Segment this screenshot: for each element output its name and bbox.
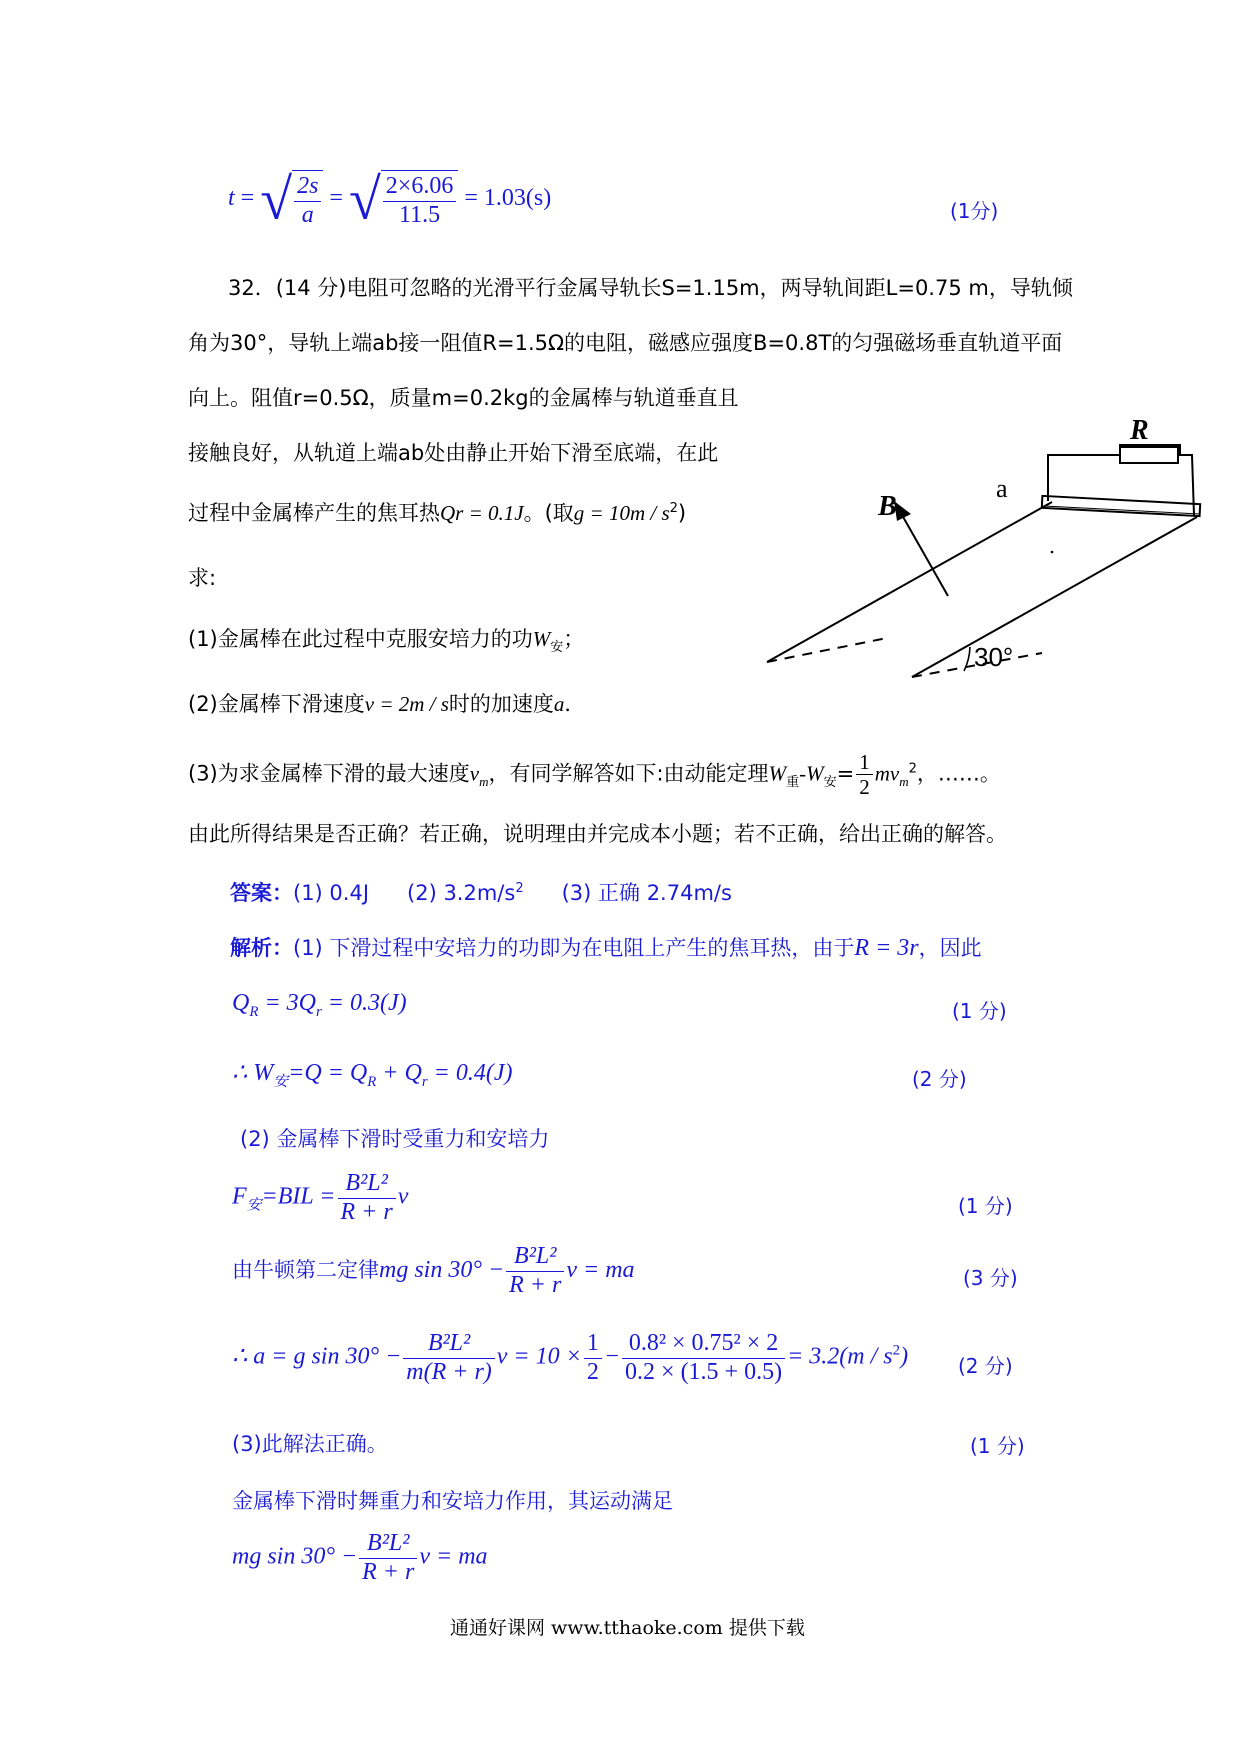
eq-qr-points: (1 分)	[952, 999, 1007, 1023]
label-B: B	[878, 491, 897, 522]
eq-newton: 由牛顿第二定律mg sin 30° − $\frac{\text{B²L²}}{R + r}$ v = ma	[232, 1243, 635, 1298]
eq-acceleration-points: (2 分)	[958, 1354, 1013, 1378]
problem-line-4: 接触良好，从轨道上端ab处由静止开始下滑至底端，在此	[188, 441, 719, 465]
right-rail	[912, 517, 1197, 677]
label-angle: 30°	[974, 642, 1014, 672]
problem-line-2: 角为30°，导轨上端ab接一阻值R=1.5Ω的电阻，磁感应强度B=0.8T的匀强磁场垂直轨道平面	[188, 331, 1063, 355]
eq-acceleration: ∴ a = g sin 30° − $\frac{\text{B²L²}}{m(R + r)}$ v = 10 × $\frac{1}{2}$ − $\frac{\text{0.8² × 0.75² × 2}}{0.2 \times (1.5 + 0.5)}$ = $3.2(m / s^2)$	[232, 1330, 909, 1385]
b-field-arrow	[902, 515, 948, 596]
top-eq-points: (1分)	[950, 199, 999, 223]
problem-line-6: 求:	[188, 566, 217, 590]
eq-f-an-points: (1 分)	[958, 1194, 1013, 1218]
incline-figure	[752, 415, 1222, 695]
footer-text: 通通好课网 www.tthaoke.com 提供下载	[450, 1617, 805, 1639]
part-3-text: (3)此解法正确。	[232, 1432, 388, 1456]
eq-motion: mg sin 30° − $\frac{\text{B²L²}}{R + r}$ v = ma	[232, 1530, 488, 1585]
eq-newton-points: (3 分)	[963, 1266, 1018, 1290]
problem-line-5: 过程中金属棒产生的焦耳热Qr = 0.1J。(取$g = 10m / s^2$)	[188, 501, 687, 525]
eq-w-an-points: (2 分)	[912, 1067, 967, 1091]
part-3-points: (1 分)	[970, 1434, 1025, 1458]
eq-f-an: $F_安=BIL$ = $\frac{\text{B²L²}}{R + r}$ v	[232, 1170, 409, 1225]
resistor	[1120, 447, 1178, 463]
problem-line-3: 向上。阻值r=0.5Ω，质量m=0.2kg的金属棒与轨道垂直且	[188, 386, 739, 410]
part-3-explanation: 金属棒下滑时舞重力和安培力作用，其运动满足	[232, 1489, 673, 1513]
part-2-text: (2) 金属棒下滑时受重力和安培力	[240, 1127, 550, 1151]
top-equation: t = √ $\frac{2s}{a}$ = √ $\frac{2\times 6.06}{11.5}$ = 1.03(s)	[228, 166, 552, 232]
analysis-line-1: 解析：(1) 下滑过程中安培力的功即为在电阻上产生的焦耳热，由于R = 3r，因此	[230, 935, 982, 961]
eq-qr: $Q_R = 3Q_r = 0.3(J)$	[232, 990, 407, 1020]
ground-dash-left	[767, 638, 887, 662]
problem-line-1: 32．(14 分)电阻可忽略的光滑平行金属导轨长S=1.15m，两导轨间距L=0.75 m，导轨倾	[228, 276, 1073, 300]
left-rail	[767, 502, 1052, 662]
label-a: a	[996, 474, 1008, 503]
eq-w-an: ∴ $W_安=Q = Q_R + Q_r = 0.4(J)$	[232, 1060, 513, 1090]
question-3: (3)为求金属棒下滑的最大速度$v_m$，有同学解答如下:由动能定理$W_重-W_安=$ $\frac{1}{2}$ $mv_m^2$，……。	[188, 750, 1001, 800]
problem-last-line: 由此所得结果是否正确？若正确，说明理由并完成本小题；若不正确，给出正确的解答。	[188, 822, 1007, 846]
answer-line: 答案：(1) 0.4J (2) $3.2m/s^2$ (3) 正确 2.74m/s	[230, 881, 732, 905]
question-2: (2)金属棒下滑速度v = 2m / s时的加速度a．	[188, 692, 586, 716]
label-R: R	[1130, 415, 1149, 446]
question-1: (1)金属棒在此过程中克服安培力的功$W_安$；	[188, 627, 585, 656]
